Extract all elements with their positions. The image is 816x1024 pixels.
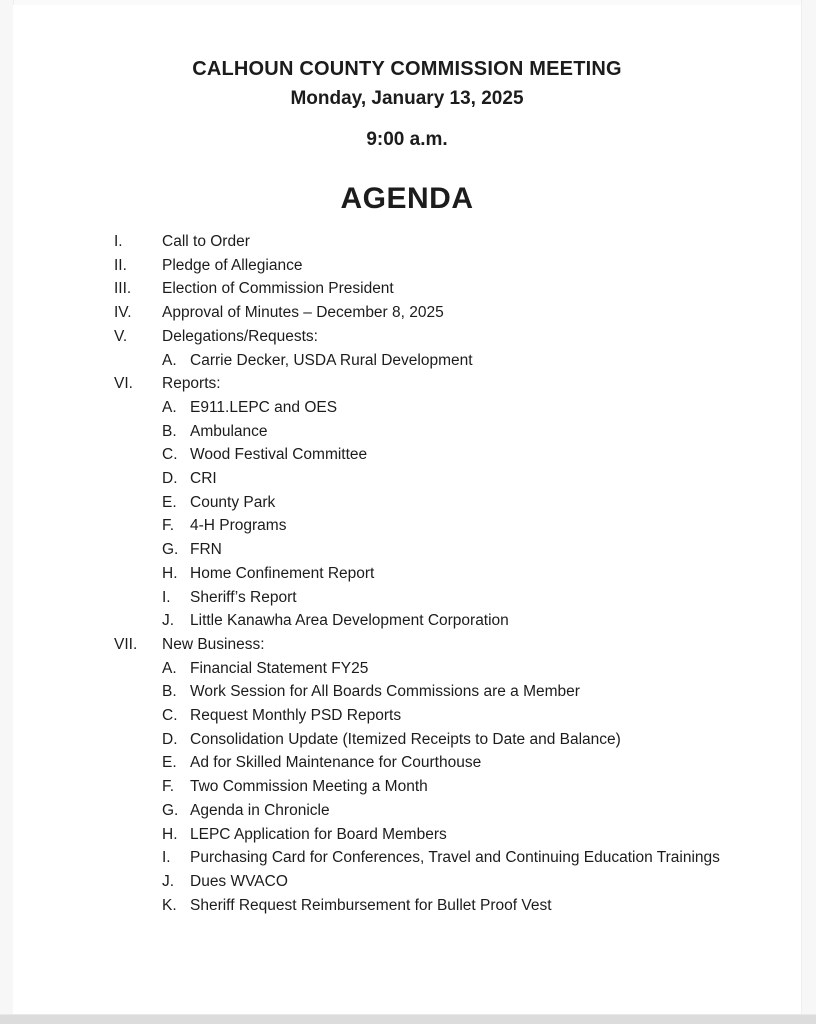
agenda-subitem-letter: B. [162, 422, 177, 440]
agenda-subitem-text: Consolidation Update (Itemized Receipts to Date and Balance) [190, 730, 621, 748]
agenda-subitem-text: Request Monthly PSD Reports [190, 707, 402, 725]
agenda-item-number: VI. [114, 375, 133, 393]
agenda-subitem-text: FRN [190, 541, 222, 559]
agenda-item-text: Approval of Minutes – December 8, 2025 [162, 304, 444, 322]
meeting-title: CALHOUN COUNTY COMMISSION MEETING [192, 58, 622, 80]
agenda-subitem-text: Wood Festival Committee [190, 446, 368, 464]
agenda-item [114, 325, 785, 349]
agenda-subitem [162, 775, 785, 799]
agenda-subitem-text: Little Kanawha Area Development Corporation [190, 612, 509, 630]
agenda-item [114, 633, 785, 657]
agenda-subitem [162, 467, 785, 491]
agenda-subitem-text: Ad for Skilled Maintenance for Courthouse [190, 754, 482, 772]
agenda-subitem-text: 4-H Programs [190, 517, 287, 535]
document-header [13, 5, 801, 216]
agenda-list [13, 230, 801, 917]
agenda-item-text: Delegations/Requests: [162, 327, 318, 345]
agenda-subitem-letter: E. [162, 493, 177, 511]
agenda-subitem [162, 870, 785, 894]
agenda-subitem [162, 751, 785, 775]
agenda-item [114, 230, 785, 254]
agenda-item [114, 254, 785, 278]
agenda-subitem-letter: H. [162, 564, 178, 582]
agenda-subitem-letter: J. [162, 612, 175, 630]
agenda-subitem [162, 538, 785, 562]
agenda-subitem-letter: A. [162, 351, 177, 369]
agenda-subitem-text: Dues WVACO [190, 872, 288, 890]
agenda-subitem-letter: B. [162, 683, 177, 701]
agenda-subitem [162, 586, 785, 610]
agenda-subitem [162, 420, 785, 444]
agenda-subitem-text: Carrie Decker, USDA Rural Development [190, 351, 473, 369]
agenda-subitem-text: Agenda in Chronicle [190, 801, 330, 819]
agenda-subitem [162, 396, 785, 420]
agenda-subitem-letter: C. [162, 446, 178, 464]
agenda-item-number: III. [114, 280, 132, 298]
agenda-subitem-text: Sheriff’s Report [190, 588, 297, 606]
agenda-subitem-letter: G. [162, 801, 179, 819]
agenda-subitem-letter: I. [162, 849, 171, 867]
agenda-item-number: V. [114, 327, 128, 345]
agenda-item [114, 301, 785, 325]
agenda-subitem-letter: A. [162, 398, 177, 416]
agenda-subitem-letter: F. [162, 517, 175, 535]
scan-edge-left [0, 0, 14, 1024]
agenda-heading: AGENDA [340, 182, 474, 215]
agenda-subitem [162, 514, 785, 538]
agenda-subitem-letter: G. [162, 541, 179, 559]
agenda-subitem-text: County Park [190, 493, 276, 511]
agenda-subitem-letter: D. [162, 470, 178, 488]
agenda-subitem [162, 609, 785, 633]
agenda-item-text: Reports: [162, 375, 221, 393]
agenda-subitem [162, 491, 785, 515]
agenda-subitem-letter: E. [162, 754, 177, 772]
agenda-subitem-text: E911.LEPC and OES [190, 398, 338, 416]
agenda-subitem-letter: I. [162, 588, 171, 606]
meeting-time: 9:00 a.m. [366, 129, 448, 150]
agenda-subitem-letter: K. [162, 896, 177, 914]
agenda-subitem [162, 562, 785, 586]
agenda-subitem-text: Sheriff Request Reimbursement for Bullet Proof Vest [190, 896, 552, 914]
agenda-subitem [162, 799, 785, 823]
agenda-subitem-text: Two Commission Meeting a Month [190, 778, 428, 796]
agenda-subitem-letter: C. [162, 707, 178, 725]
agenda-subitem [162, 704, 785, 728]
agenda-item-number: II. [114, 256, 127, 274]
agenda-subitem-letter: H. [162, 825, 178, 843]
scan-edge-right [801, 0, 816, 1024]
agenda-subitem-text: LEPC Application for Board Members [190, 825, 447, 843]
agenda-item-text: Call to Order [162, 233, 250, 250]
meeting-date: Monday, January 13, 2025 [290, 88, 524, 109]
document-page [13, 5, 801, 1015]
agenda-subitem-letter: F. [162, 778, 175, 796]
agenda-item-text: Election of Commission President [162, 280, 394, 298]
agenda-subitem-text: Home Confinement Report [190, 564, 375, 582]
agenda-subitem-letter: J. [162, 872, 175, 890]
agenda-item-number: VII. [114, 635, 138, 653]
agenda-item [114, 277, 785, 301]
agenda-subitem-text: CRI [190, 470, 217, 488]
agenda-subitem-text: Ambulance [190, 422, 268, 440]
scan-edge-bottom [0, 1014, 816, 1024]
agenda-item-text: Pledge of Allegiance [162, 256, 303, 274]
agenda-subitem-letter: A. [162, 659, 177, 677]
agenda-subitem-text: Financial Statement FY25 [190, 659, 369, 677]
agenda-item-text: New Business: [162, 635, 265, 653]
agenda-subitem [162, 657, 785, 681]
agenda-subitem-text: Purchasing Card for Conferences, Travel and Continuing Education Trainings [190, 849, 720, 867]
agenda-subitem [162, 728, 785, 752]
agenda-subitem [162, 680, 785, 704]
agenda-subitem [162, 443, 785, 467]
agenda-subitem [162, 823, 785, 847]
agenda-subitem [162, 846, 785, 870]
agenda-item-number: I. [114, 233, 123, 250]
agenda-subitem [162, 349, 785, 373]
agenda-subitem-text: Work Session for All Boards Commissions are a Member [190, 683, 580, 701]
agenda-item-number: IV. [114, 304, 132, 322]
agenda-subitem-letter: D. [162, 730, 178, 748]
agenda-subitem [162, 894, 785, 918]
agenda-item [114, 372, 785, 396]
